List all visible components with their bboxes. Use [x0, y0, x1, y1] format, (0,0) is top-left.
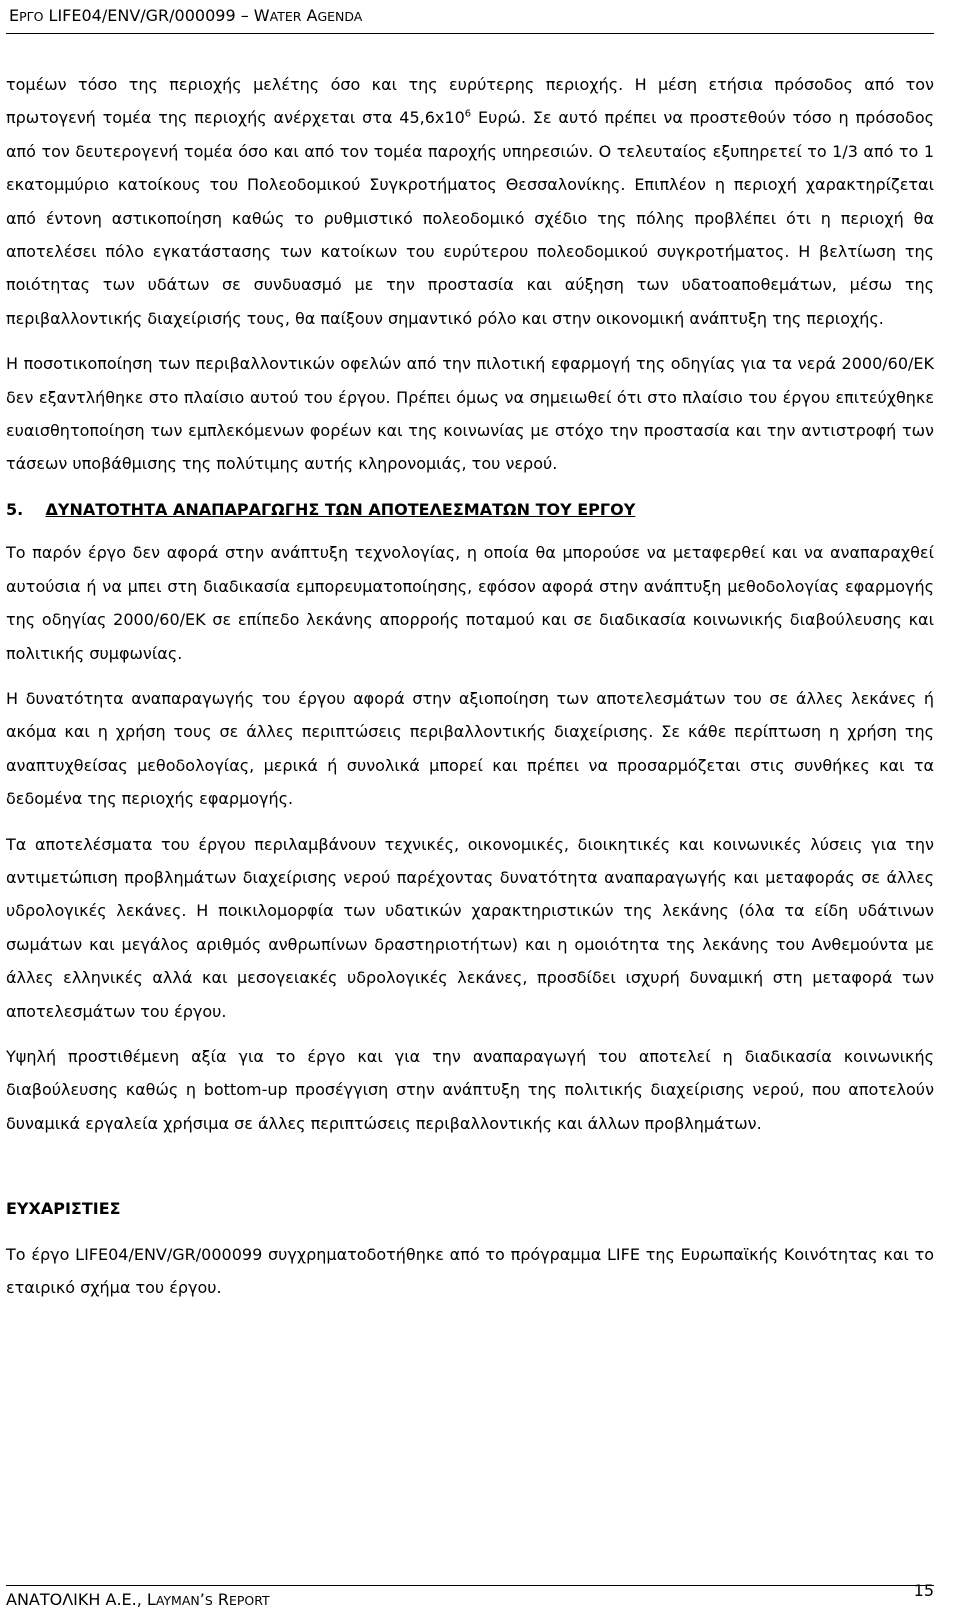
running-header: [9, 5, 362, 28]
section-number: 5.: [6, 499, 24, 519]
running-footer: [6, 1589, 270, 1612]
paragraph-text: Ευρώ. Σε αυτό πρέπει να προστεθούν τόσο η πρόσοδος από τον δευτερογενή τομέα όσο και από τον τομέα παροχής υπηρεσιών. Ο τελευταίος εξυπηρετεί το 1/3 από το 1 εκατομμύριο κατοίκους του Πολεοδομικού Συγκροτήματος Θεσσαλονίκης. Επιπλέον η περιοχή χαρακτηρίζεται από έντονη αστικοποίηση καθώς το ρυθμιστικό πολεοδομικό σχέδιο της πόλης προβλέπει ότι η περιοχή θα αποτελέσει πόλο εγκατάστασης των κατοίκων του ευρύτερου πολεοδομικού συγκροτήματος. Η βελτίωση της ποιότητας των υδάτων σε συνδυασμό με την προστασία και αύξηση των υδατοαποθεμάτων, μέσω της περιβαλλοντικής διαχείρισής τους, θα παίξουν σημαντικό ρόλο και στην οικονομική ανάπτυξη της περιοχής.: [6, 108, 934, 328]
page-body: [6, 68, 934, 1316]
section-heading-acknowledgements: ΕΥΧΑΡΙΣΤΙΕΣ: [6, 1199, 121, 1219]
paragraph-results: Τα αποτελέσματα του έργου περιλαμβάνουν τεχνικές, οικονομικές, διοικητικές και κοινωνικές λύσεις για την αντιμετώπιση προβλημάτων διαχείρισης νερού παρέχοντας δυνατότητα αναπαραγωγής και μεταφοράς σε άλλες υδρολογικές λεκάνες. Η ποικιλομορφία των υδατικών χαρακτηριστικών της λεκάνης (όλα τα είδη υδάτινων σωμάτων και μεγάλος αριθμός ανθρωπίνων δραστηριοτήτων) και η ομοιότητα της λεκάνης του Ανθεμούντα με άλλες ελληνικές αλλά και μεσογειακές υδρολογικές λεκάνες, προσδίδει ισχυρή δυναμική στη μεταφορά των αποτελεσμάτων του έργου.: [6, 834, 934, 1021]
footer-part: R: [212, 1590, 229, 1609]
footer-part: S: [204, 1593, 213, 1608]
paragraph-quantification: Η ποσοτικοποίηση των περιβαλλοντικών οφελών από την πιλοτική εφαρμογή της οδηγίας για τα νερά 2000/60/ΕΚ δεν εξαντλήθηκε στο πλαίσιο αυτού του έργου. Πρέπει όμως να σημειωθεί ότι στο πλαίσιο του έργου επιτεύχθηκε ευαισθητοποίηση των εμπλεκόμενων φορέων και της κοινωνίας με στόχο την προστασία και την αντιστροφή των τάσεων υποβάθμισης της πολύτιμης αυτής κληρονομιάς, του νερού.: [6, 354, 934, 474]
footer-part: ’: [199, 1590, 205, 1609]
superscript-exponent: 6: [464, 109, 472, 121]
header-part: Ε: [9, 6, 20, 25]
paragraph-text: τομέων τόσο της περιοχής μελέτης όσο και της ευρύτερης περιοχής. Η μέση ετήσια πρόσοδος από τον πρωτογενή τομέα της περιοχής ανέρχεται στα 45,6x10: [6, 75, 934, 128]
paragraph-acknowledgements: Το έργο LIFE04/ENV/GR/000099 συγχρηματοδοτήθηκε από το πρόγραμμα LIFE της Ευρωπαϊκής Κοινότητας και το εταιρικό σχήμα του έργου.: [6, 1244, 934, 1297]
paragraph-reproducibility: Η δυνατότητα αναπαραγωγής του έργου αφορά στην αξιοποίηση των αποτελεσμάτων του σε άλλες λεκάνες ή ακόμα και η χρήση τους σε άλλες περιπτώσεις περιβαλλοντικής διαχείρισης. Σε κάθε περίπτωση η χρήση της αναπτυχθείσας μεθοδολογίας, μερικά ή συνολικά μπορεί και πρέπει να προσαρμόζεται στις συνθήκες και τα δεδομένα της περιοχής εφαρμογής.: [6, 688, 934, 809]
footer-part: EPORT: [228, 1593, 270, 1608]
paragraph-added-value: Υψηλή προστιθέμενη αξία για το έργο και για την αναπαραγωγή του αποτελεί η διαδικασία κοινωνικής διαβούλευσης καθώς η bottom-up προσέγγιση στην ανάπτυξη της πολιτικής διαχείρισης νερού, που αποτελούν δυναμικά εργαλεία χρήσιμα σε άλλες περιπτώσεις περιβαλλοντικής και άλλων προβλημάτων.: [6, 1046, 934, 1133]
header-part: LIFE04/ENV/GR/000099 – W: [43, 6, 270, 25]
footer-part: AYMAN: [155, 1593, 200, 1608]
header-divider: [6, 33, 934, 34]
header-part: A: [301, 6, 318, 25]
section-heading-replicability: [6, 493, 934, 526]
page-number: 15: [913, 1581, 934, 1600]
paragraph-technology: Το παρόν έργο δεν αφορά στην ανάπτυξη τεχνολογίας, η οποία θα μπορούσε να μεταφερθεί και να αναπαραχθεί αυτούσια ή να μπει στη διαδικασία εμπορευματοποίησης, εφόσον αφορά στην ανάπτυξη μεθοδολογίας εφαρμογής της οδηγίας 2000/60/ΕΚ σε επίπεδο λεκάνης απορροής ποταμού και σε διαδικασία κοινωνικής διαβούλευσης και πολιτικής συμφωνίας.: [6, 543, 934, 663]
paragraph-economy: [6, 68, 934, 335]
section-title: ΔΥΝΑΤΟΤΗΤΑ ΑΝΑΠΑΡΑΓΩΓΗΣ ΤΩΝ ΑΠΟΤΕΛΕΣΜΑΤΩΝ ΤΟΥ ΕΡΓΟΥ: [45, 499, 636, 519]
header-part: ATER: [269, 9, 302, 24]
footer-divider: [6, 1585, 934, 1586]
header-part: ΡΓΟ: [19, 9, 44, 24]
header-part: GENDA: [317, 9, 363, 24]
footer-part: ΑΝΑΤΟΛΙΚΗ Α.Ε., L: [6, 1590, 156, 1609]
